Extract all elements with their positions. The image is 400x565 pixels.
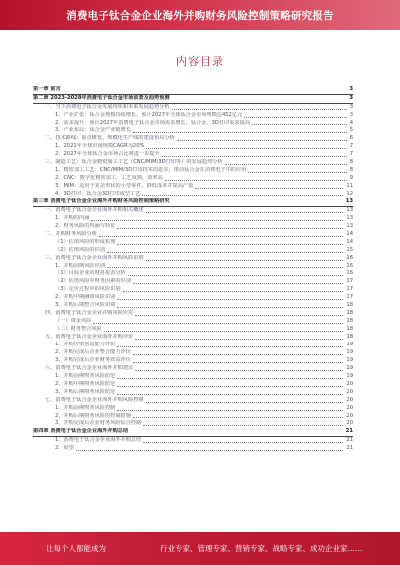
toc-leader-dots [146,148,346,149]
toc-subsection-entry[interactable] [33,112,353,120]
toc-subsection-entry[interactable] [33,445,353,453]
toc-subsection-entry[interactable] [33,342,353,350]
toc-entry-text: 二、技术路线：重点研发、规模化生产线的建设布局分析 [45,135,175,142]
toc-leader-dots [117,378,343,379]
toc-leader-dots [123,291,344,292]
toc-page-number: 7 [349,151,353,158]
toc-subsection-entry[interactable] [33,223,353,231]
toc-page-number: 19 [346,341,353,348]
toc-leader-dots [117,346,343,347]
toc-entry-text: （2）估值风险中财务因素的识别 [55,278,131,285]
toc-page-number: 8 [349,166,353,173]
toc-leader-dots [195,188,343,189]
toc-leader-dots [135,339,343,340]
toc-leader-dots [117,228,343,229]
toc-subsection-entry[interactable] [33,278,353,286]
toc-leader-dots [107,267,343,268]
toc-entry-text: （3）定价过程中的风险识别 [55,286,121,293]
toc-subsection-entry[interactable] [33,191,353,199]
toc-subsection-entry[interactable] [33,389,353,397]
toc-subsection-entry[interactable] [33,167,353,175]
toc-entry-text: 2、2027年全球钛合金市场占比将进一步提升 [55,151,160,158]
toc-subsection-entry[interactable] [33,405,353,413]
toc-section-entry[interactable] [33,207,353,215]
toc-entry-text: 第二章 2023-2028年消费电子钛合金市场前景及趋势预测 [33,94,170,101]
toc-entry-text: 4、3D打印：钛合金3D打印成型工艺 [55,190,141,197]
toc-section-entry[interactable] [33,159,353,167]
toc-leader-dots [133,354,343,355]
toc-page-number: 20 [346,412,353,419]
toc-entry-text: 2、并购中期财务风险防范 [55,380,116,387]
footer-slogan: 让每个人都能成为 [46,544,106,553]
toc-leader-dots [248,172,346,173]
toc-entry-text: 3、并购完成后企业财务风险综合控制 [55,420,142,427]
toc-page-number: 20 [346,404,353,411]
toc-subsection-entry[interactable] [33,437,353,445]
toc-leader-dots [177,140,347,141]
report-title: 消费电子钛合金企业海外并购财务风险控制策略研究报告 [66,10,334,22]
toc-page-number: 3 [349,86,353,92]
toc-chapter-entry[interactable] [33,95,353,104]
toc-subsection-entry[interactable] [33,215,353,223]
report-header-banner [0,0,400,30]
toc-section-entry[interactable] [33,231,353,239]
toc-page-number: 17 [346,278,353,285]
toc-subsection-entry[interactable] [33,381,353,389]
toc-chapter-entry[interactable] [33,86,353,95]
toc-leader-dots [117,410,343,411]
toc-page-number: 14 [346,238,353,245]
toc-leader-dots [91,220,343,221]
toc-page-number: 19 [346,357,353,364]
toc-section-entry[interactable] [33,334,353,342]
toc-leader-dots [99,236,344,237]
toc-page-number: 18 [346,333,353,340]
toc-subsection-entry[interactable] [33,349,353,357]
toc-page-number: 16 [346,262,353,269]
toc-entry-text: 一、当下消费电子钛合金发展现状和未来发展趋势分析 [45,103,170,110]
toc-leader-dots [162,156,347,157]
toc-entry-text: （一）资金风险 [55,317,92,324]
toc-page-number: 18 [346,317,353,324]
toc-entry-text: 2、需求提升：预计2027年消费电子钛合金市场需求增长，钛合金、3D打印需求提高 [55,119,250,126]
toc-subsection-entry[interactable] [33,175,353,183]
toc-entry-text: 七、消费电子钛合金企业海外并购风险控制 [45,396,144,403]
toc-page-number: 16 [346,270,353,277]
toc-page-number: 13 [346,207,353,214]
toc-page-number: 9 [349,174,353,181]
toc-entry-text: 六、消费电子钛合金企业海外并购建议 [45,365,134,372]
toc-page-number: 13 [346,215,353,222]
toc-subsection-entry[interactable] [33,263,353,271]
toc-page-number: 17 [346,294,353,301]
toc-leader-dots [133,283,343,284]
toc-subsection-entry[interactable] [33,294,353,302]
toc-subsection-entry[interactable] [33,239,353,247]
toc-leader-dots [165,180,347,181]
toc-leader-dots [252,124,347,125]
toc-page-number: 3 [349,111,353,118]
toc-entry-text: 2、并购中期融资风险识别 [55,294,116,301]
toc-leader-dots [143,442,343,443]
footer-roles: 行业专家、管理专家、营销专家、战略专家、成功企业家…… [160,544,363,553]
toc-entry-text: （二）财务整合风险 [55,325,102,332]
toc-page-number: 19 [346,365,353,372]
toc-leader-dots [133,417,343,418]
toc-entry-text: 1、并购前期财务风险防范 [55,373,116,380]
toc-subsection-entry[interactable] [33,127,353,135]
toc-section-entry[interactable] [33,135,353,143]
toc-page-number: 11 [346,182,353,189]
toc-subsection-entry[interactable] [33,286,353,294]
toc-page-number: 8 [349,159,353,165]
footer-banner [0,532,400,565]
toc-entry-text: 1、并购的内涵 [55,215,90,222]
toc-leader-dots [244,117,346,118]
toc-leader-dots [117,299,343,300]
toc-leader-dots [117,244,343,245]
toc-leader-dots [76,450,344,451]
toc-entry-text: 三、消费电子钛合金企业海外并购风险识别 [45,254,144,261]
toc-leader-dots [172,109,347,110]
toc-heading: 内容目录 [176,55,224,68]
toc-entry-text: 三、制造工艺：钛合金精密加工工艺（CNC/MIM/3D打印等）的发展趋势分析 [45,159,223,165]
toc-subsection-entry[interactable] [33,302,353,310]
toc-entry-text: 2、并购完成后企业整合能力评价 [55,349,131,356]
toc-entry-text: （2）估值风险的识别 [55,246,105,253]
toc-subsection-entry[interactable] [33,420,353,428]
toc-entry-text: 1、并购前期财务风险控制 [55,404,116,411]
toc-subsection-entry[interactable] [33,247,353,255]
toc-page-number: 13 [345,198,353,205]
toc-entry-text: 2、财务风险的内涵与特征 [55,223,116,230]
toc-section-entry[interactable] [33,310,353,318]
toc-entry-text: 二、并购财务风险分析 [45,231,97,238]
toc-page-number: 6 [349,135,353,142]
toc-leader-dots [146,260,344,261]
toc-page-number: 14 [346,231,353,238]
toc-leader-dots [135,315,343,316]
toc-section-entry[interactable] [33,365,353,373]
toc-subsection-entry[interactable] [33,143,353,151]
toc-page-number: 5 [349,127,353,134]
toc-page-number: 15 [346,246,353,253]
toc-entry-text: 1、并购前期风险识别 [55,262,105,269]
toc-entry-text: 2、展望 [55,445,74,452]
toc-leader-dots [117,386,343,387]
toc-page-number: 19 [346,373,353,380]
toc-subsection-entry[interactable] [33,357,353,365]
toc-page-number: 18 [346,302,353,309]
toc-entry-text: （1）估值风险的形成机理 [55,238,116,245]
toc-leader-dots [117,394,343,395]
toc-page-number: 20 [346,388,353,395]
toc-page-number: 18 [346,325,353,332]
toc-page-number: 21 [345,428,353,435]
toc-leader-dots [225,164,347,165]
toc-entry-text: 一、消费电子钛合金企业海外并购相关概述 [45,207,144,214]
toc-subsection-entry[interactable] [33,413,353,421]
toc-leader-dots [107,252,343,253]
toc-entry-text: 第三章 消费电子钛合金企业海外并购财务风险控制策略研究 [33,198,170,205]
toc-leader-dots [135,370,343,371]
toc-subsection-entry[interactable] [33,183,353,191]
toc-leader-dots [133,132,347,133]
toc-leader-dots [128,275,344,276]
toc-entry-text: 3、MIM：适用于复杂形状的小型零件，降低成本并提高产量 [55,182,194,189]
toc-entry-text: 3、并购后期财务风险防范 [55,388,116,395]
toc-entry-text: 1、并购价值创造能力评价 [55,341,116,348]
toc-page-number: 17 [346,286,353,293]
table-of-contents [33,86,353,518]
toc-section-entry[interactable] [33,104,353,112]
toc-leader-dots [117,307,343,308]
toc-page-number: 13 [346,223,353,230]
toc-page-number: 3 [349,94,353,101]
toc-page-number: 21 [346,445,353,452]
toc-page-number: 19 [346,349,353,356]
toc-leader-dots [146,212,344,213]
toc-leader-dots [93,323,343,324]
toc-subsection-entry[interactable] [33,151,353,159]
toc-leader-dots [104,331,344,332]
toc-chapter-entry[interactable] [33,428,353,437]
toc-entry-text: 五、消费电子钛合金企业海外并购评价 [45,333,134,340]
toc-page-number: 20 [346,396,353,403]
toc-page-number: 12 [346,190,353,197]
toc-page-number: 21 [346,437,353,444]
toc-entry-text: 第四章 消费电子钛合金企业海外并购总结 [33,428,129,435]
toc-page-number: 20 [346,420,353,427]
toc-leader-dots [133,362,343,363]
toc-chapter-entry[interactable] [33,198,353,207]
toc-page-number: 16 [346,254,353,261]
toc-leader-dots [143,425,343,426]
toc-entry-text: 3、并购完成后企业财务效益评价 [55,357,131,364]
toc-subsection-entry[interactable] [33,373,353,381]
toc-entry-text: 3、产业布局：钛合金产业链增长 [55,127,131,134]
toc-subsection-entry[interactable] [33,326,353,334]
toc-page-number: 18 [346,309,353,316]
toc-page-number: 4 [349,119,353,126]
toc-page-number: 7 [349,143,353,150]
toc-page-number: 3 [349,103,353,110]
toc-subsection-entry[interactable] [33,120,353,128]
toc-entry-text: 2、并购后期财务风险的控制措施 [55,412,131,419]
toc-entry-text: （1）目标企业的财务报表分析 [55,270,126,277]
toc-leader-dots [146,402,344,403]
toc-entry-text: 四、消费电子钛合金企业并购风险应对 [45,309,134,316]
toc-entry-text: 2、CNC：数字化精密加工，工艺成熟，效率高 [55,174,163,181]
toc-entry-text: 第一章 前言 [33,86,61,92]
toc-subsection-entry[interactable] [33,270,353,278]
toc-section-entry[interactable] [33,397,353,405]
toc-entry-text: 3、并购后期整合风险识别 [55,302,116,309]
toc-section-entry[interactable] [33,255,353,263]
toc-leader-dots [142,195,343,196]
toc-entry-text: 1、2021年全球市场规模CAGR为20% [55,143,145,150]
toc-page-number: 20 [346,380,353,387]
toc-entry-text: 1、精密加工工艺：CNC/MIM/3D打印技术的进步，推动钛合金在消费电子中的应用 [55,166,247,173]
toc-subsection-entry[interactable] [33,318,353,326]
toc-entry-text: 1、消费电子钛合金企业海外并购总结 [55,437,142,444]
toc-entry-text: 1、产业扩张：钛合金规模持续增长，预计2027年全球钛合金市场规模达452亿元 [55,111,243,118]
